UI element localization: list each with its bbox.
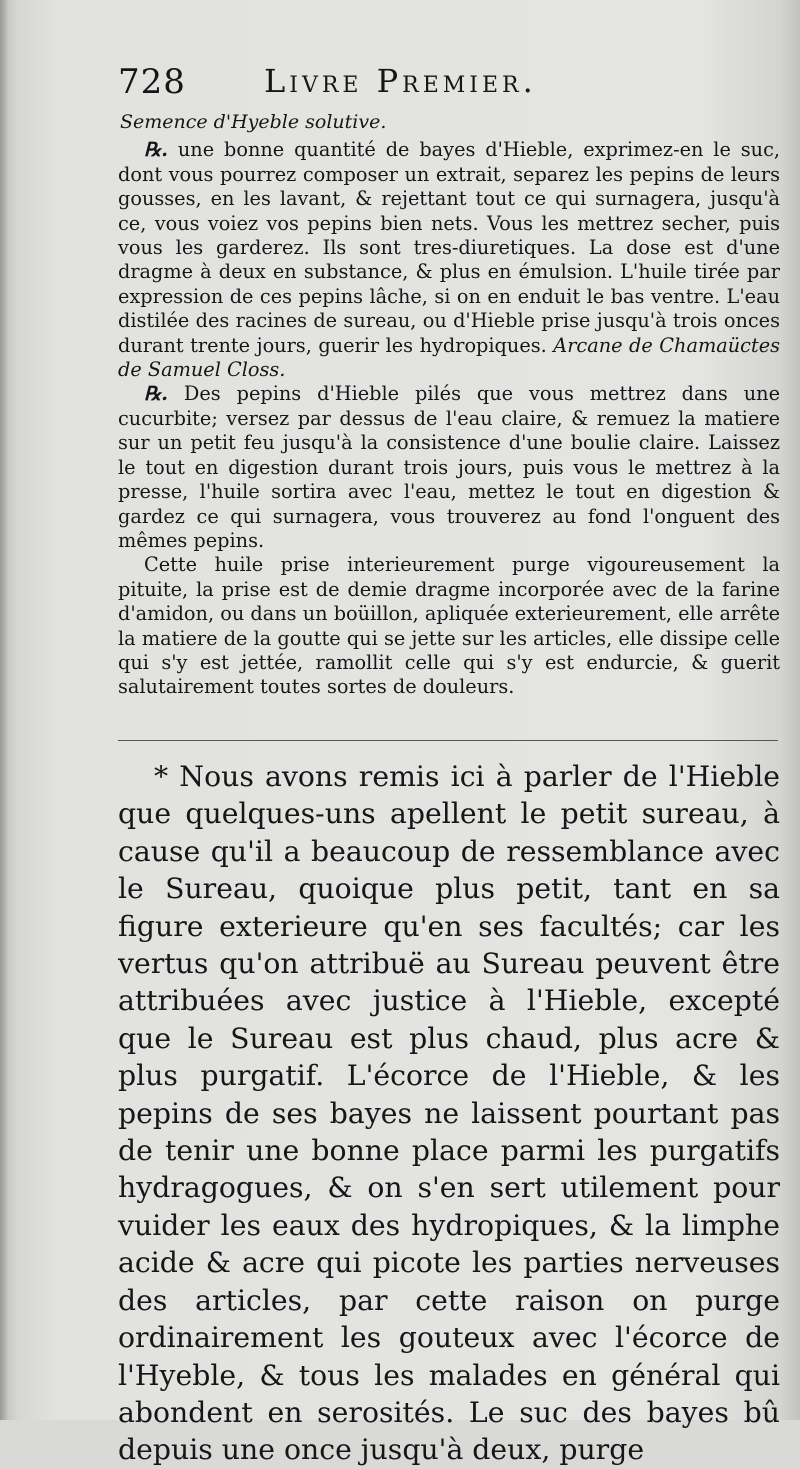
recipe-text-1: une bonne quantité de bayes d'Hieble, exprimez-en le suc, dont vous pourrez composer un extrait, separez les pepins de leurs gousses, en les lavant, & rejettant tout ce qui surnagera, jusqu'à ce, vous voiez vos pepins bien nets. Vous les mettrez secher, puis vous les garderez. Ils sont tres-diuretiques. La dose est d'une dragme à deux en substance, & plus en émulsion. L'huile tirée par expression de ces pepins lâche, si on en enduit le bas ventre. L'eau distilée des racines de sureau, ou d'Hieble prise jusqu'à trois onces durant trente jours, guerir les hydropiques. [118,138,780,357]
recipe-paragraph-1 [118,138,780,382]
page-gutter-shadow [0,0,8,1420]
page-number: 728 [118,62,186,102]
recipe-paragraph-3: Cette huile prise interieurement purge vigoureusement la pituite, la prise est de demie dragme incorporée avec de la farine d'amidon, ou dans un boüillon, apliquée exterieurement, elle arrête la matiere de la goutte qui se jette sur les articles, elle dissipe celle qui s'y est jettée, ramollit celle qui s'y est endurcie, & guerit salutairement toutes sortes de douleurs. [118,553,780,699]
recipe-section [118,110,780,700]
page-header [118,62,738,108]
recipe-source: Arcane de Chamaüctes de Samuel Closs. [118,333,780,382]
recipe-paragraph-2 [118,382,780,553]
recipe-mark: ℞. [144,382,168,406]
recipe-mark: ℞. [144,138,168,162]
running-title: Livre Premier. [264,62,537,100]
main-text-section [118,758,780,1469]
main-paragraph: * Nous avons remis ici à parler de l'Hieble que quelques-uns apellent le petit sureau, à cause qu'il a beaucoup de ressemblance avec le Sureau, quoique plus petit, tant en sa figure exterieure qu'en ses facultés; car les vertus qu'on attribuë au Sureau peuvent être attribuées avec justice à l'Hieble, excepté que le Sureau est plus chaud, plus acre & plus purgatif. L'écorce de l'Hieble, & les pepins de ses bayes ne laissent pourtant pas de tenir une bonne place parmi les purgatifs hydragogues, & on s'en sert utilement pour vuider les eaux des hydropiques, & la limphe acide & acre qui picote les parties nerveuses des articles, par cette raison on purge ordinairement les gouteux avec l'écorce de l'Hyeble, & tous les malades en général qui abondent en serosités. Le suc des bayes bû depuis une once jusqu'à deux, purge [118,760,780,1467]
recipe-title: Semence d'Hyeble solutive. [120,111,387,133]
recipe-text-2: Des pepins d'Hieble pilés que vous mettrez dans une cucurbite; versez par dessus de l'eau claire, & remuez la matiere sur un petit feu jusqu'à la consistence d'une boulie claire. Laissez le tout en digestion durant trois jours, puis vous le mettrez à la presse, l'huile sortira avec l'eau, mettez le tout en digestion & gardez ce qui surnagera, vous trouverez au fond l'onguent des mêmes pepins. [118,382,780,552]
section-divider [118,740,778,741]
